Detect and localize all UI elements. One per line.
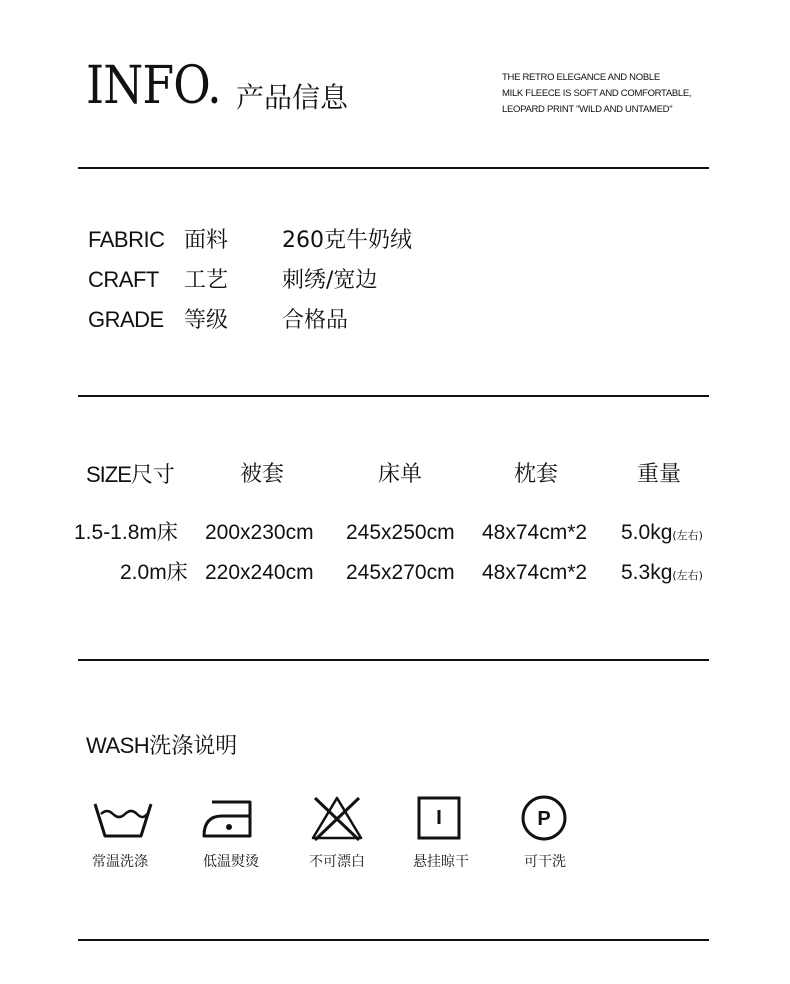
tagline-line-2: MILK FLEECE IS SOFT AND COMFORTABLE, — [502, 88, 692, 99]
spec-row-fabric — [88, 222, 412, 258]
wash-basin-icon — [91, 794, 155, 842]
row2-bed: 2.0m床 — [120, 561, 188, 584]
pillowcase-header: 枕套 — [514, 462, 559, 487]
wash-label-5: 可干洗 — [524, 854, 566, 870]
size-header-en: SIZE — [86, 462, 131, 487]
wash-label-2: 低温熨烫 — [203, 854, 259, 870]
divider-2 — [78, 395, 709, 397]
divider-1 — [78, 167, 709, 169]
wash-title-cn: 洗涤说明 — [149, 734, 238, 759]
divider-4 — [78, 939, 709, 941]
spec-row-grade — [88, 302, 348, 338]
sheet-header: 床单 — [378, 462, 423, 487]
size-header-cn: 尺寸 — [130, 463, 175, 488]
row2-weight-note: (左右) — [672, 569, 703, 582]
row1-weight — [621, 519, 703, 550]
wash-label-1: 常温洗涤 — [92, 854, 148, 870]
divider-3 — [78, 659, 709, 661]
wash-title-en: WASH — [86, 733, 150, 758]
dry-clean-letter: P — [537, 808, 551, 830]
info-logo: INFO. — [86, 56, 221, 116]
row2-duvet: 220x240cm — [205, 561, 314, 584]
spec-label-cn: 面料 — [184, 228, 229, 253]
size-header — [86, 460, 175, 491]
spec-value: 260克牛奶绒 — [282, 228, 412, 253]
no-bleach-icon — [305, 794, 369, 842]
spec-row-craft — [88, 262, 377, 298]
wash-title — [86, 732, 237, 761]
spec-label-cn: 工艺 — [184, 268, 229, 293]
spec-value: 刺绣/宽边 — [282, 268, 378, 293]
tagline-line-1: THE RETRO ELEGANCE AND NOBLE — [502, 72, 660, 83]
row1-pillowcase: 48x74cm*2 — [482, 521, 588, 544]
row2-sheet: 245x270cm — [346, 561, 455, 584]
wash-label-4: 悬挂晾干 — [413, 854, 469, 870]
row1-sheet: 245x250cm — [346, 521, 455, 544]
row2-weight-value: 5.3kg — [621, 561, 673, 584]
row1-duvet: 200x230cm — [205, 521, 314, 544]
iron-low-icon — [198, 794, 262, 842]
row2-weight — [621, 559, 703, 590]
tagline-line-3: LEOPARD PRINT "WILD AND UNTAMED" — [502, 104, 673, 115]
row1-weight-value: 5.0kg — [621, 521, 673, 544]
duvet-header: 被套 — [240, 462, 285, 487]
dry-clean-p-icon — [514, 794, 578, 842]
weight-header: 重量 — [637, 462, 682, 487]
row2-pillowcase: 48x74cm*2 — [482, 561, 588, 584]
spec-label-cn: 等级 — [184, 308, 229, 333]
spec-label-en: FABRIC — [88, 227, 165, 252]
row1-bed: 1.5-1.8m床 — [74, 521, 178, 544]
row1-weight-note: (左右) — [672, 529, 703, 542]
page-title: 产品信息 — [236, 81, 349, 114]
spec-label-en: GRADE — [88, 307, 164, 332]
spec-value: 合格品 — [282, 308, 349, 333]
tagline — [502, 70, 691, 118]
spec-label-en: CRAFT — [88, 267, 159, 292]
wash-label-3: 不可漂白 — [309, 854, 365, 870]
hang-dry-icon — [410, 794, 474, 842]
